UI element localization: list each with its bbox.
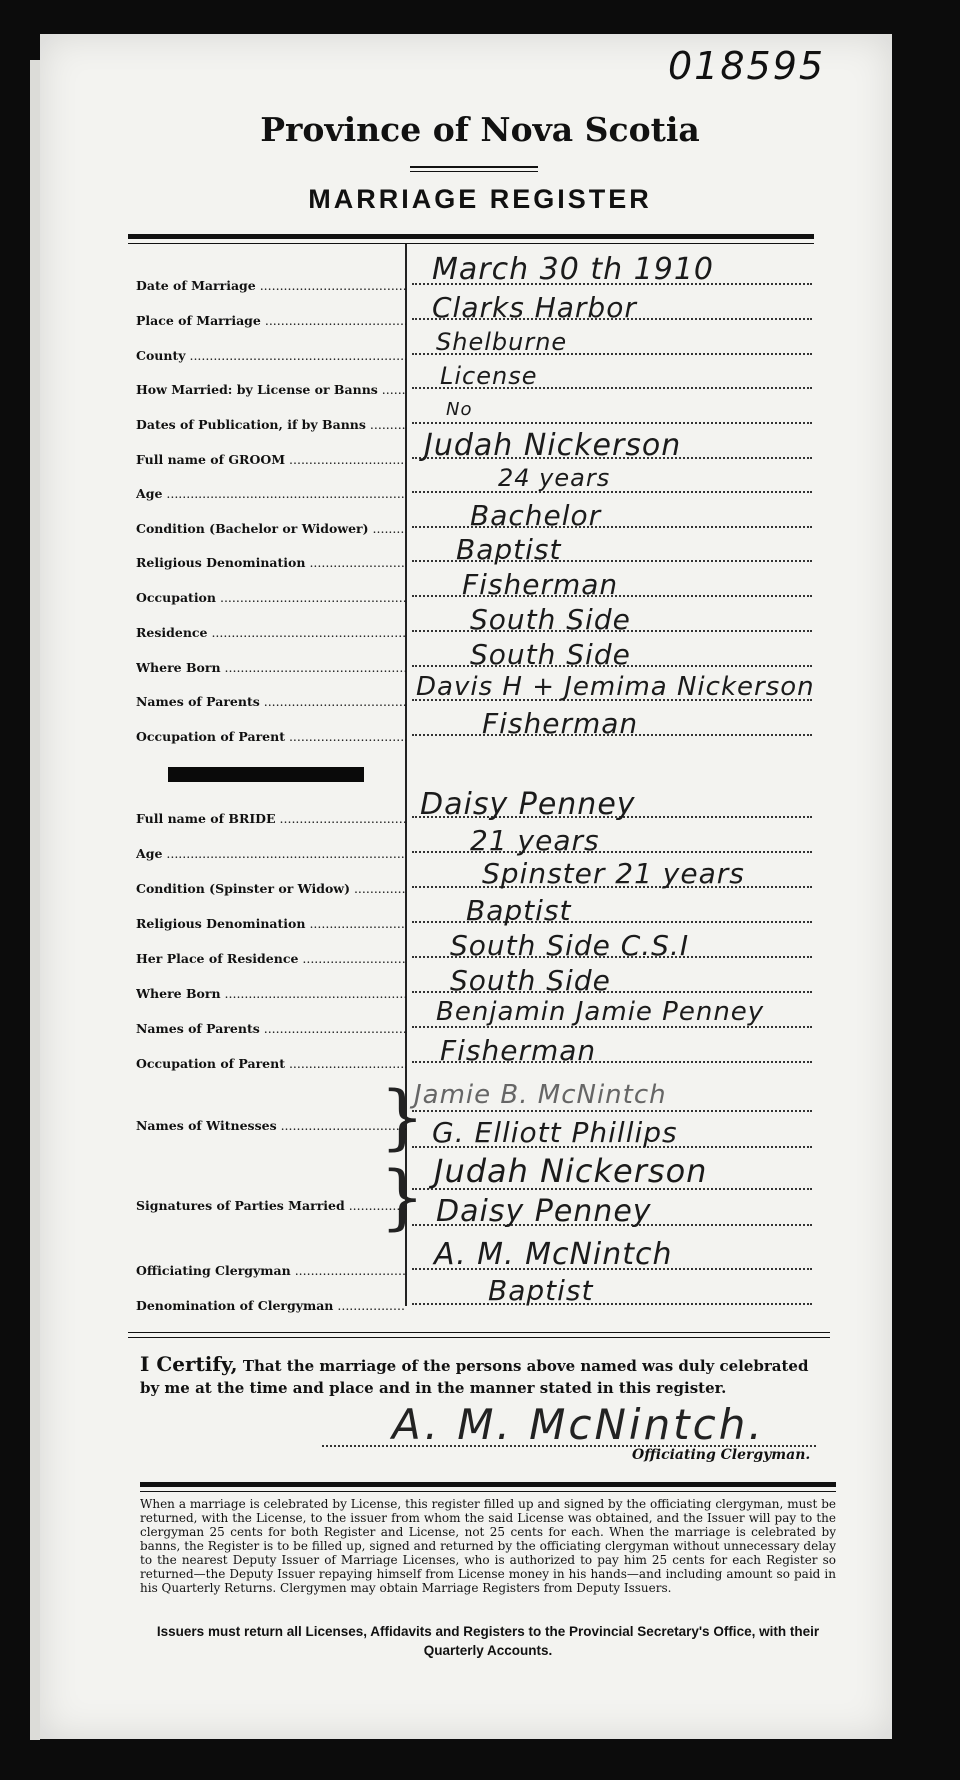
- field-value: South Side: [470, 603, 631, 636]
- witness-1-signature: Jamie B. McNintch: [414, 1080, 667, 1110]
- witness-2-signature: G. Elliott Phillips: [432, 1116, 678, 1149]
- field-value: South Side C.S.I: [450, 929, 690, 962]
- header-rule-thin: [128, 243, 814, 244]
- field-label: Occupation .....: [136, 590, 406, 605]
- header-rule: [128, 234, 814, 239]
- row-groom-name: [0, 428, 960, 474]
- field-label: County .....: [136, 348, 406, 363]
- certifying-signature: A. M. McNintch.: [392, 1400, 765, 1449]
- field-value: Judah Nickerson: [424, 428, 682, 463]
- field-label: Full name of GROOM .....: [136, 452, 406, 467]
- section-rule-thin: [128, 1337, 830, 1338]
- field-label: Dates of Publication, if by Banns .....: [136, 417, 406, 432]
- title-rule: [410, 166, 538, 168]
- field-value: 21 years: [470, 824, 600, 857]
- entry-line: [412, 1110, 812, 1112]
- row-groom-parent-occupation: [0, 707, 960, 751]
- instructions-notice: When a marriage is celebrated by License, this register filled up and signed by the officiating clergyman, must be returned, with the License, to the issuer from whom the said License was obtained, and the Issuer will pay to the clergyman 25 cents for both Register and License, not 25 cents for each. When the marriage is celebrated by banns, the Register is to be filled up, signed and returned by the officiating clergyman without unnecessary delay to the nearest Deputy Issuer of Marriage Licenses, who is authorized to pay him 25 cents for each Register so returned—the Deputy Issuer repaying himself from License money in his hands—and including amount so paid in his Quarterly Returns. Clergymen may obtain Marriage Registers from Deputy Issuers.: [140, 1497, 836, 1595]
- field-label: Where Born .....: [136, 660, 406, 675]
- field-value: South Side: [470, 638, 631, 671]
- field-label: Residence .....: [136, 625, 406, 640]
- field-label: Where Born .....: [136, 986, 406, 1001]
- field-value: Fisherman: [440, 1034, 597, 1067]
- field-label: Names of Parents .....: [136, 1021, 406, 1036]
- field-value: Baptist: [488, 1274, 594, 1307]
- field-value: No: [446, 399, 473, 420]
- field-label: Officiating Clergyman .....: [136, 1263, 406, 1278]
- row-clergy-denomination: [0, 1274, 960, 1320]
- field-value: Fisherman: [462, 568, 619, 601]
- certification-statement: [140, 1353, 830, 1399]
- field-value: Bachelor: [470, 499, 602, 532]
- field-label: Condition (Spinster or Widow) .....: [136, 881, 406, 896]
- section-rule: [128, 1332, 830, 1333]
- field-value: Shelburne: [436, 328, 568, 356]
- clergyman-signature: A. M. McNintch: [434, 1237, 673, 1272]
- field-value: License: [440, 362, 538, 390]
- field-label: Religious Denomination .....: [136, 916, 406, 931]
- field-label: Date of Marriage .....: [136, 278, 406, 293]
- field-label: Age .....: [136, 486, 406, 501]
- entry-line: [412, 1303, 812, 1305]
- field-label: Occupation of Parent .....: [136, 729, 406, 744]
- field-value: Benjamin Jamie Penney: [436, 997, 765, 1027]
- title-rule-thin: [410, 171, 538, 172]
- field-label: Names of Witnesses .....: [136, 1118, 406, 1133]
- field-value: March 30 th 1910: [432, 252, 715, 287]
- entry-line: [412, 491, 812, 493]
- field-label: Signatures of Parties Married .....: [136, 1198, 406, 1213]
- field-value: Baptist: [456, 533, 562, 566]
- field-label: Place of Marriage .....: [136, 313, 406, 328]
- field-value: Baptist: [466, 894, 572, 927]
- certify-lead: I Certify,: [140, 1352, 238, 1376]
- witnesses-brace: }: [380, 1076, 425, 1158]
- field-value: Spinster 21 years: [482, 857, 745, 890]
- signatures-brace: }: [380, 1156, 425, 1238]
- section-separator-bar: [168, 767, 364, 782]
- entry-line: [412, 422, 812, 424]
- field-value: Fisherman: [482, 707, 639, 740]
- notice-rule-thin: [140, 1491, 836, 1492]
- issuers-notice: Issuers must return all Licenses, Affidavits and Registers to the Provincial Secretary's Office, with their Quarterly Accounts.: [156, 1624, 820, 1658]
- field-label: Occupation of Parent .....: [136, 1056, 406, 1071]
- document-number: 018595: [668, 44, 826, 88]
- field-label: Condition (Bachelor or Widower) .....: [136, 521, 406, 536]
- row-bride-age: [0, 824, 960, 868]
- certify-text: That the marriage of the persons above named was duly celebrated by me at the time and place and in the manner stated in this register.: [140, 1357, 809, 1397]
- field-value: Clarks Harbor: [432, 291, 637, 324]
- field-value: Davis H + Jemima Nickerson: [416, 672, 815, 702]
- groom-signature: Judah Nickerson: [434, 1152, 708, 1190]
- field-label: Full name of BRIDE .....: [136, 811, 406, 826]
- field-value: Daisy Penney: [420, 787, 636, 822]
- field-label: How Married: by License or Banns .....: [136, 382, 406, 397]
- row-officiating-clergyman: [0, 1237, 960, 1285]
- field-value: South Side: [450, 964, 611, 997]
- bride-signature: Daisy Penney: [436, 1194, 652, 1229]
- form-subtitle: MARRIAGE REGISTER: [308, 184, 652, 214]
- signature-caption: Officiating Clergyman.: [632, 1447, 811, 1463]
- notice-rule: [140, 1482, 836, 1487]
- field-value: 24 years: [498, 464, 611, 492]
- field-label: Religious Denomination .....: [136, 555, 406, 570]
- row-how-married: [0, 362, 960, 404]
- field-label: Names of Parents .....: [136, 694, 406, 709]
- field-label: Denomination of Clergyman .....: [136, 1298, 406, 1313]
- row-bride-parent-occupation: [0, 1034, 960, 1078]
- field-label: Her Place of Residence .....: [136, 951, 406, 966]
- row-groom-parents: [0, 672, 960, 716]
- field-label: Age .....: [136, 846, 406, 861]
- form-title: Province of Nova Scotia: [260, 110, 700, 149]
